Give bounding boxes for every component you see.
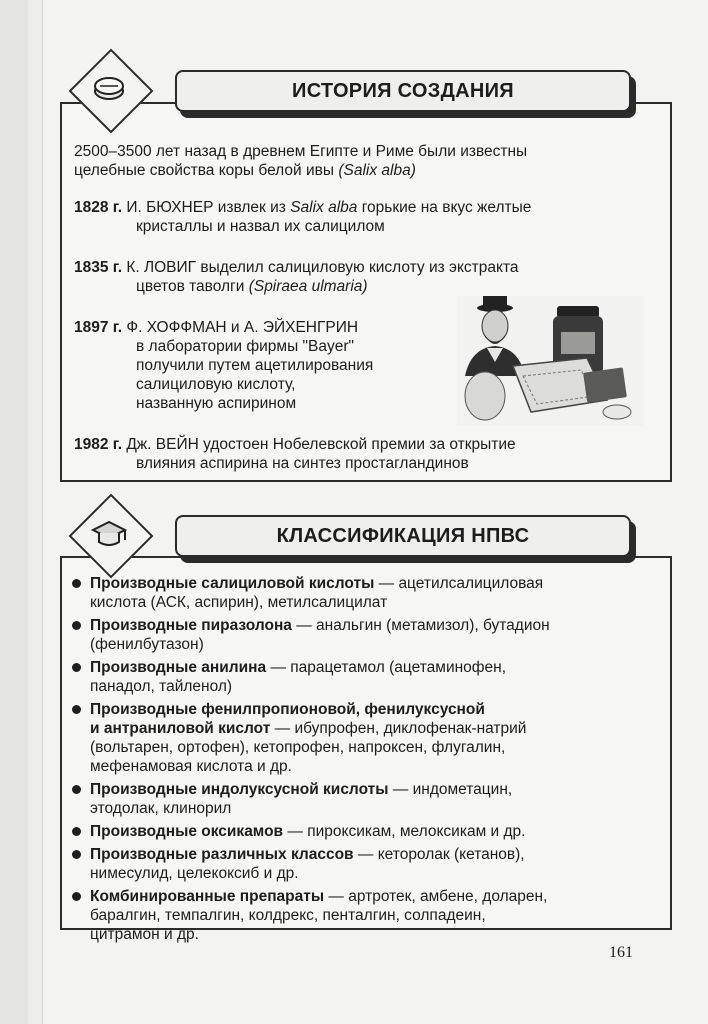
item-text: — пироксикам, мелоксикам и др. [283,823,526,840]
history-entry-text: Дж. ВЕЙН удостоен Нобелевской премии за открытие [126,436,516,453]
history-intro-line1: 2500–3500 лет назад в древнем Египте и Риме были известны [74,143,528,160]
history-year: 1982 г. [74,436,122,453]
item-text-line: кислота (АСК, аспирин), метилсалицилат [90,594,388,611]
item-text-line: панадол, тайленол) [90,678,233,695]
history-entry-latin: (Spiraea ulmaria) [248,278,368,295]
bullet-icon [72,663,81,672]
history-entry-line2: в лаборатории фирмы "Bayer" [136,338,355,355]
item-text: — анальгин (метамизол), бутадион [291,617,550,634]
history-entry-text: Ф. ХОФФМАН и А. ЭЙХЕНГРИН [126,319,359,336]
left-page-edge [0,0,28,1024]
item-heading: Производные пиразолона [90,617,292,634]
graduation-cap-icon [81,506,137,562]
item-text-line: (фенилбутазон) [90,636,204,653]
item-heading: Производные индолуксусной кислоты [90,781,389,798]
item-heading: Комбинированные препараты [90,888,325,905]
bullet-icon [72,850,81,859]
bullet-icon [72,785,81,794]
classification-item [70,822,650,841]
history-entry-text: К. ЛОВИГ выделил салициловую кислоту из экстракта [126,259,519,276]
item-text: — артротек, амбене, доларен, [324,888,548,905]
history-entry-text: И. БЮХНЕР извлек из [126,199,286,216]
history-entry-1835 [74,258,519,296]
history-intro-latin: (Salix alba) [338,162,416,179]
history-year: 1835 г. [74,259,122,276]
history-entry-text: горькие на вкус желтые [361,199,532,216]
classification-item [70,658,650,696]
bullet-icon [72,621,81,630]
item-text-line: (вольтарен, ортофен), кетопрофен, напроксен, флугалин, [90,739,506,756]
classification-title: КЛАССИФИКАЦИЯ НПВС [276,524,530,547]
item-heading: Производные оксикамов [90,823,284,840]
classification-list [70,574,650,948]
history-entry-1828 [74,198,531,236]
classification-item [70,574,650,612]
bullet-icon [72,892,81,901]
history-entry-line5: названную аспирином [136,395,297,412]
history-entry-line2: влияния аспирина на синтез простагландинов [136,455,469,472]
item-text-line: нимесулид, целекоксиб и др. [90,865,299,882]
history-entry-1982 [74,435,516,473]
item-heading: Производные фенилпропионовой, фенилуксусной [90,701,485,718]
page-number: 161 [609,944,633,961]
history-year: 1897 г. [74,319,122,336]
item-text-line: мефенамовая кислота и др. [90,758,292,775]
item-heading: Производные салициловой кислоты [90,575,375,592]
item-heading: Производные анилина [90,659,267,676]
classification-item [70,887,650,944]
history-entry-line3: получили путем ацетилирования [136,357,374,374]
history-entry-line2: кристаллы и назвал их салицилом [136,218,385,235]
history-entry-line4: салициловую кислоту, [136,376,296,393]
item-text-line: этодолак, клинорил [90,800,232,817]
pill-tablet-icon [81,61,137,117]
history-title-banner [175,70,631,112]
history-title: ИСТОРИЯ СОЗДАНИЯ [292,79,514,102]
classification-item [70,700,650,776]
item-text: — парацетамол (ацетаминофен, [266,659,507,676]
classification-item [70,845,650,883]
history-entry-1897 [74,318,373,413]
classification-item [70,780,650,818]
history-intro [74,142,527,180]
history-intro-line2: целебные свойства коры белой ивы [74,162,335,179]
item-text-line: баралгин, темпалгин, колдрекс, пенталгин, солпадеин, [90,907,486,924]
history-entry-latin: Salix alba [290,199,358,216]
bayer-scientist-photo [457,296,643,426]
bullet-icon [72,705,81,714]
item-text-line: цитрамон и др. [90,926,199,943]
bullet-icon [72,827,81,836]
item-heading: Производные различных классов [90,846,354,863]
book-spine [28,0,43,1024]
item-text: — кеторолак (кетанов), [353,846,525,863]
item-text: — индометацин, [388,781,513,798]
bullet-icon [72,579,81,588]
history-year: 1828 г. [74,199,122,216]
classification-item [70,616,650,654]
item-text: — ацетилсалициловая [374,575,544,592]
classification-title-banner [175,515,631,557]
history-entry-line2: цветов таволги [136,278,245,295]
book-page [43,0,693,1024]
item-text: — ибупрофен, диклофенак-натрий [270,720,527,737]
item-heading: и антраниловой кислот [90,720,271,737]
